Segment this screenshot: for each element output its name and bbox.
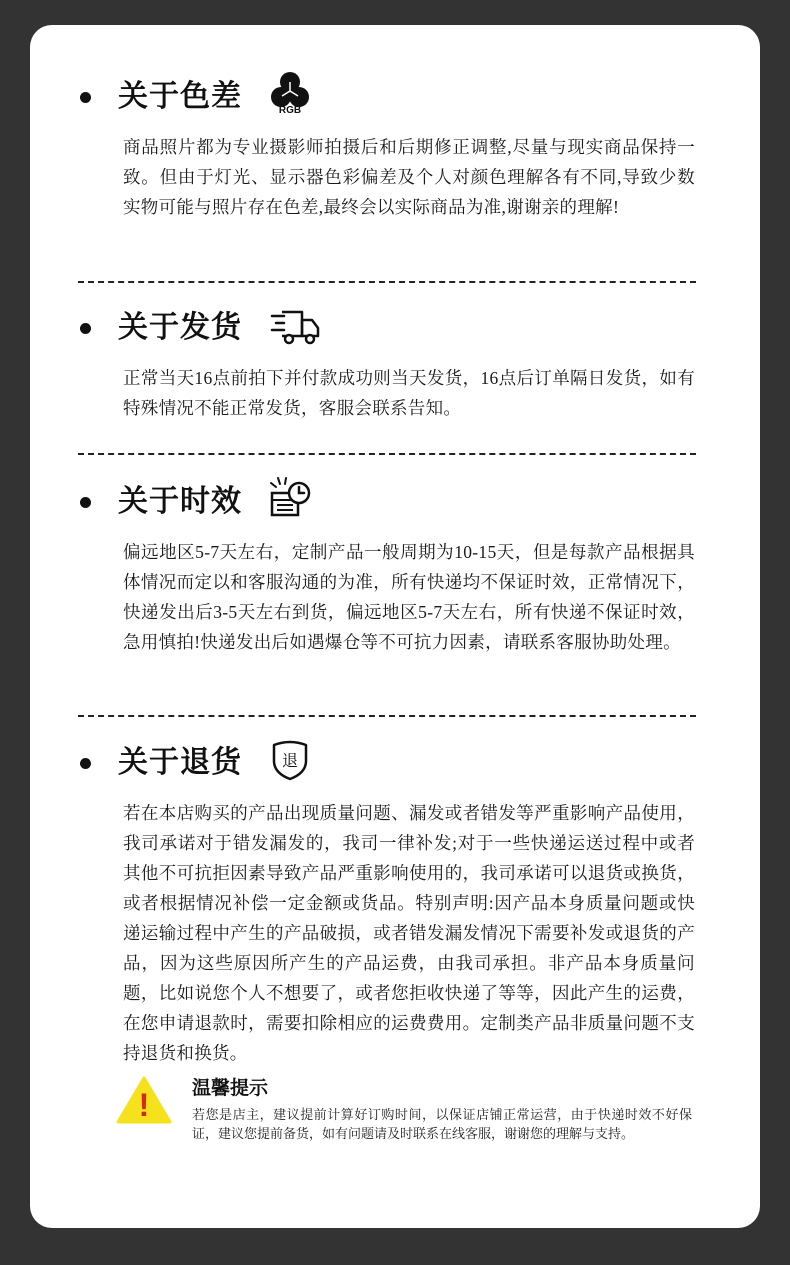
return-shield-icon xyxy=(270,739,310,783)
section-title: 关于发货 xyxy=(118,311,242,344)
notice-title: 温馨提示 xyxy=(192,1078,269,1099)
section-color-difference-header xyxy=(30,77,730,117)
warning-mark: ! xyxy=(138,1087,150,1123)
info-card xyxy=(30,25,760,1228)
section-title: 关于退货 xyxy=(118,746,242,779)
section-color-difference-body: 商品照片都为专业摄影师拍摄后和后期修正调整,尽量与现实商品保持一致。但由于灯光、显示器色彩偏差及个人对颜色理解各有不同,导致少数实物可能与照片存在色差,最终会以实际商品为准,谢谢亲的理解! xyxy=(123,137,695,217)
section-timeliness-body: 偏远地区5-7天左右，定制产品一般周期为10-15天，但是每款产品根据具体情况而定以和客服沟通的为准，所有快递均不保证时效，正常情况下，快递发出后3-5天左右到货，偏远地区5-7天左右，所有快递不保证时效，急用慎拍!快递发出后如遇爆仓等不可抗力因素，请联系客服协助处理。 xyxy=(123,542,695,652)
bullet-dot xyxy=(80,92,91,103)
delivery-truck-icon xyxy=(270,308,322,348)
bullet-dot xyxy=(80,758,91,769)
warning-icon xyxy=(116,1075,172,1125)
rgb-icon-label: RGB xyxy=(278,105,302,116)
notice-text: 若您是店主，建议提前计算好订购时间，以保证店铺正常运营，由于快递时效不好保证，建议您提前备货，如有问题请及时联系在线客服，谢谢您的理解与支持。 xyxy=(192,1107,692,1141)
return-icon-label: 退 xyxy=(281,751,299,770)
section-shipping-header xyxy=(30,308,730,348)
dashed-divider xyxy=(78,453,696,455)
section-returns-body: 若在本店购买的产品出现质量问题、漏发或者错发等严重影响产品使用，我司承诺对于错发漏发的，我司一律补发;对于一些快递运送过程中或者其他不可抗拒因素导致产品严重影响使用的，我司承诺可以退货或换货，或者根据情况补偿一定金额或货品。特别声明:因产品本身质量问题或快递运输过程中产生的产品破损，或者错发漏发情况下需要补发或退货的产品，因为这些原因所产生的产品运费，由我司承担。非产品本身质量问题，比如说您个人不想要了，或者您拒收快递了等等，因此产生的运费，在您申请退款时，需要扣除相应的运费费用。定制类产品非质量问题不支持退货和换货。 xyxy=(123,803,695,1063)
section-returns-header xyxy=(30,743,730,783)
section-timeliness-header xyxy=(30,482,730,522)
package-clock-icon xyxy=(268,476,314,522)
dashed-divider xyxy=(78,715,696,717)
section-shipping-body: 正常当天16点前拍下并付款成功则当天发货，16点后订单隔日发货，如有特殊情况不能正常发货，客服会联系告知。 xyxy=(123,368,695,418)
bullet-dot xyxy=(80,497,91,508)
bullet-dot xyxy=(80,323,91,334)
dashed-divider xyxy=(78,281,696,283)
rgb-color-icon xyxy=(268,69,312,119)
section-title: 关于色差 xyxy=(118,80,242,113)
section-title: 关于时效 xyxy=(118,485,242,518)
